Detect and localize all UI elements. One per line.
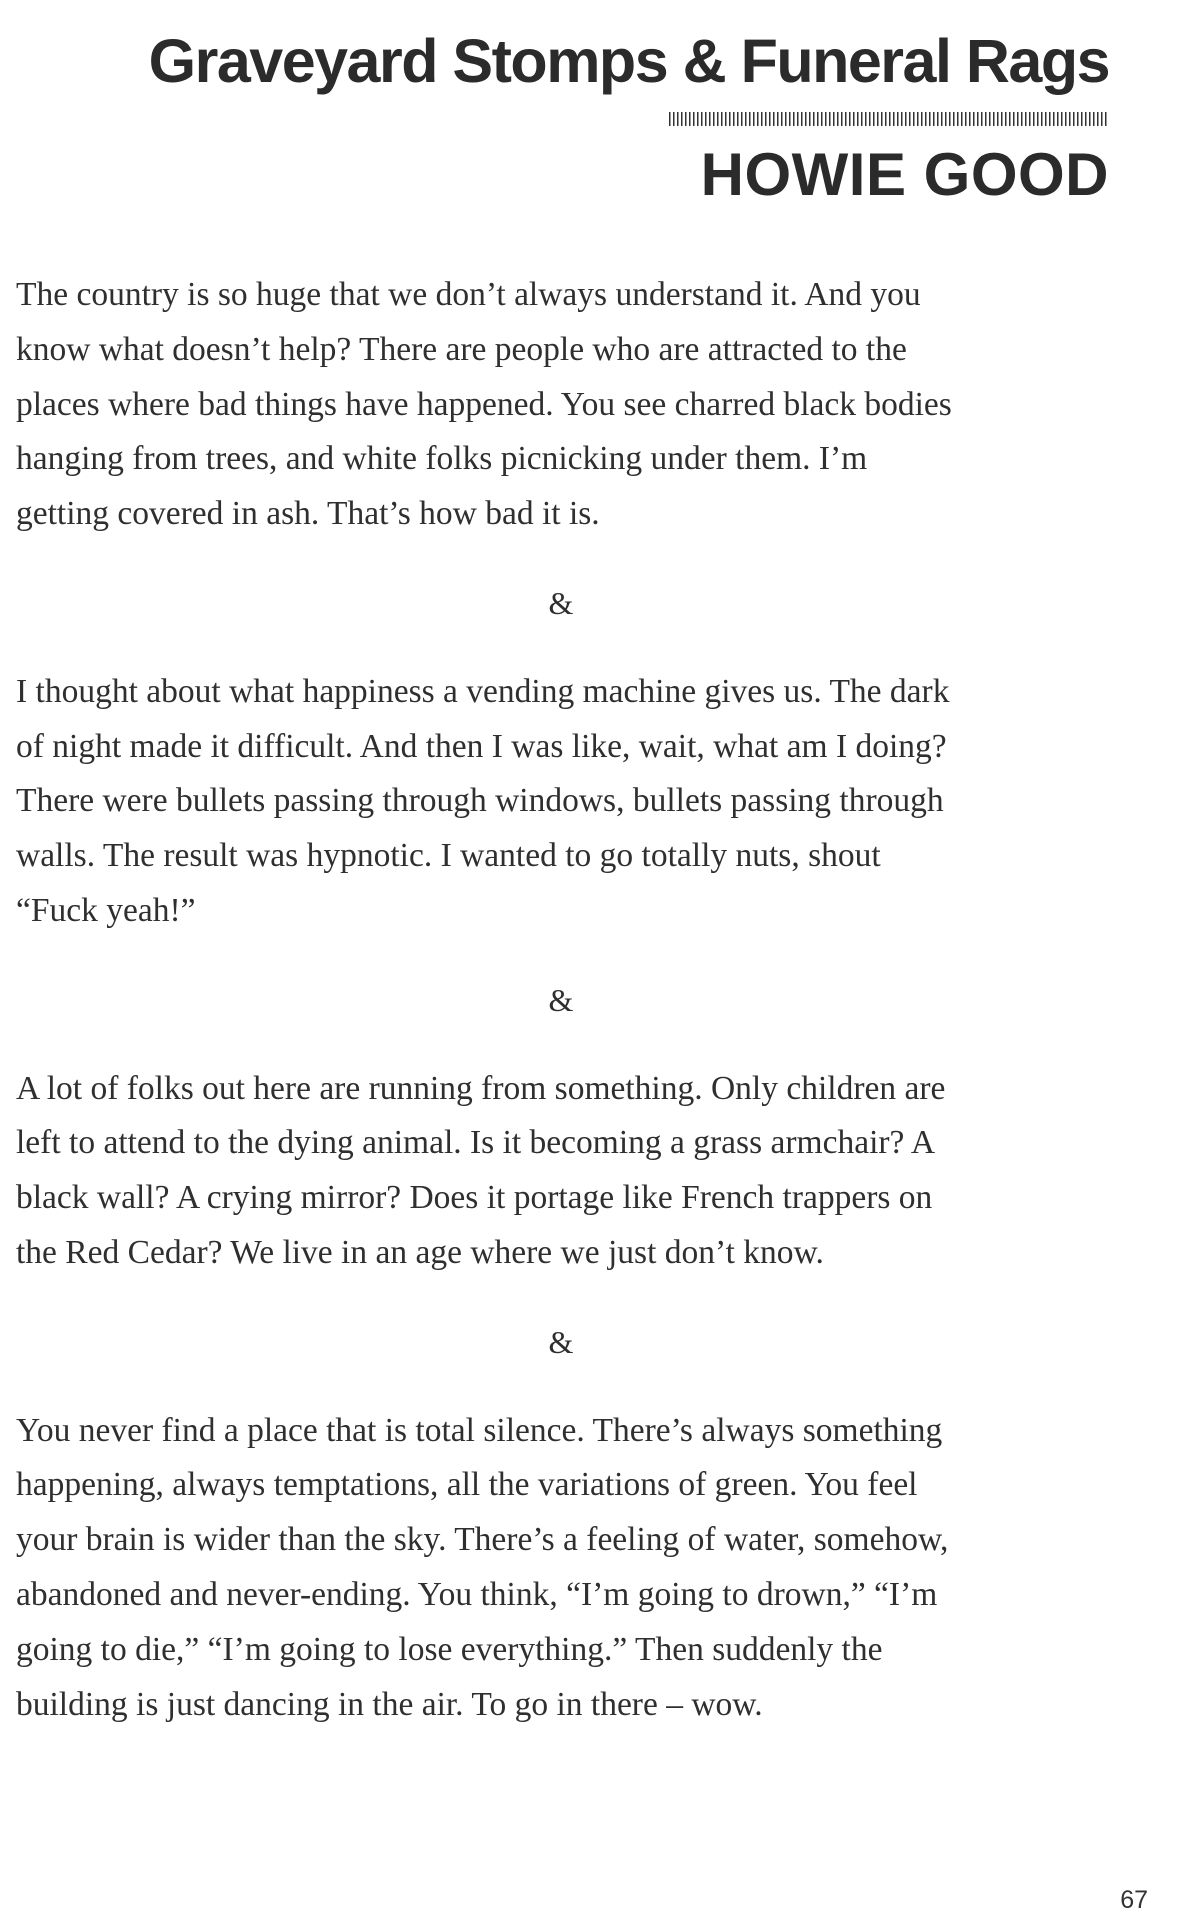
paragraph-4: You never find a place that is total silence. There’s always something happening, always temptations, all the variations of green. You feel your brain is wider than the sky. There’s a feeling of water, somehow, abandoned and never-ending. You think, “I’m going to drown,” “I’m going to die,” “I’m going to lose everything.” Then suddenly the building is just dancing in the air. To go in there – wow. <box>16 1411 949 1723</box>
paragraph-1: The country is so huge that we don’t always understand it. And you know what doesn’t help? There are people who are attracted to the places where bad things have happened. You see charred black bodies hanging from trees, and white folks picnicking under them. I’m getting covered in ash. That’s how bad it is. <box>16 276 952 533</box>
page-header <box>149 22 1109 212</box>
section-separator-1: & <box>548 584 574 621</box>
page-number: 67 <box>1120 1886 1148 1914</box>
decorative-rule <box>669 112 1109 126</box>
section-separator-2: & <box>548 981 574 1018</box>
section-separator-3: & <box>548 1323 574 1360</box>
poem-body <box>16 270 1116 1732</box>
author-name: HOWIE GOOD <box>700 141 1109 208</box>
poem-title: Graveyard Stomps & Funeral Rags <box>148 27 1109 95</box>
paragraph-3: A lot of folks out here are running from something. Only children are left to attend to the dying animal. Is it becoming a grass armchair? A black wall? A crying mirror? Does it portage like French trappers on the Red Cedar? We live in an age where we just don’t know. <box>16 1069 946 1271</box>
paragraph-2: I thought about what happiness a vending machine gives us. The dark of night made it difficult. And then I was like, wait, what am I doing? There were bullets passing through windows, bullets passing through walls. The result was hypnotic. I wanted to go totally nuts, shout “Fuck yeah!” <box>16 672 950 929</box>
